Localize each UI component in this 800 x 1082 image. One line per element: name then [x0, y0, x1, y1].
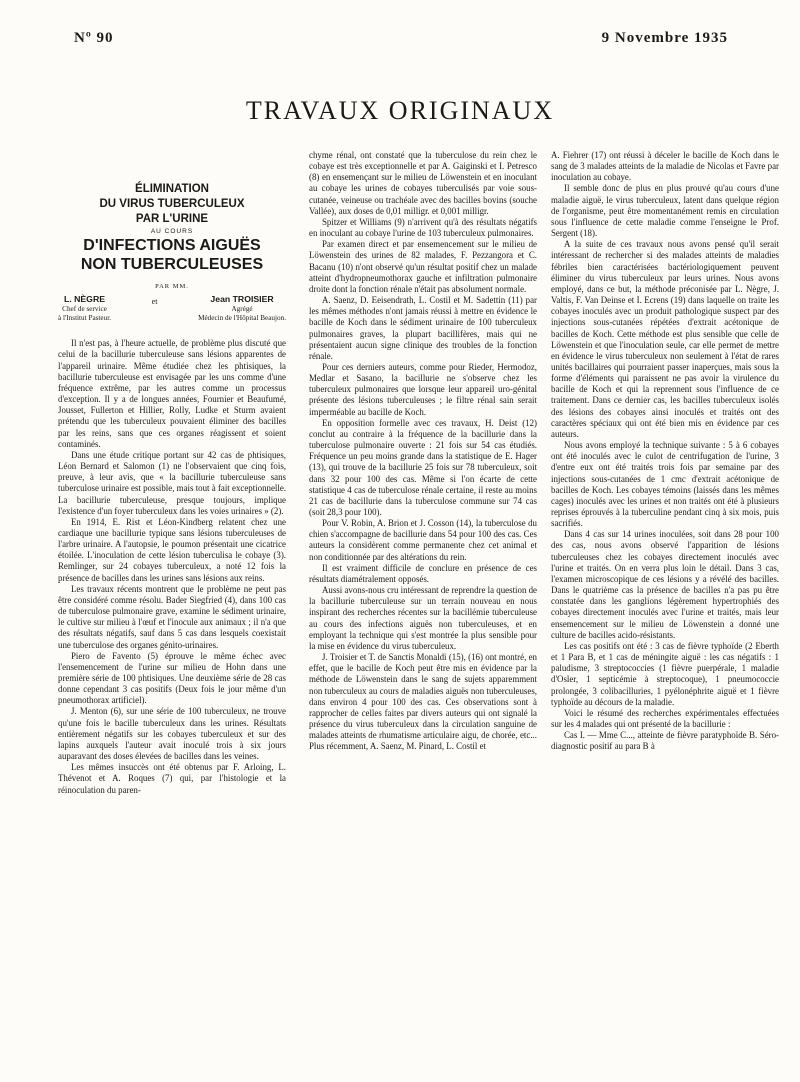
paragraph: Dans 4 cas sur 14 urines inoculées, soit dans 28 pour 100 des cas, nous avons observé l'apparition de lésions tuberculeuses chez les cobayes directement inoculés avec l'urine et traités. On en verra plus loin le détail. Dans 3 cas, l'examen microscopique de ces lésions y a révélé des bacilles. Dans le quatrième cas la présence de bacilles n'a pas pu être constatée dans les ganglions légèrement hypertrophiés des cobayes directement inoculés avec l'urine et traités, mais leur ensemencement sur le milieu de Löwenstein a donné une culture de bacilles acido-résistants. [551, 529, 779, 640]
author-1 [58, 294, 111, 323]
and-label: et [151, 297, 158, 307]
paragraph: Les travaux récents montrent que le problème ne peut pas être considéré comme résolu. Bader Siegfried (4), dans 100 cas de tuberculose pulmonaire grave, examine le sédiment urinaire, le cultive sur milieu à l'œuf et l'inocule aux animaux ; il n'a que des résultats négatifs, sauf dans 5 cas dans lesquels coexistait une tuberculose des organes génito-urinaires. [58, 583, 286, 650]
author-2-affil-2: Médecin de l'Hôpital Beaujon. [198, 314, 286, 323]
spacer [58, 323, 286, 338]
paragraph: A la suite de ces travaux nous avons pensé qu'il serait intéressant de rechercher si des malades atteints de maladies fébriles bien caractérisées bactériologiquement peuvent éliminer du virus tuberculeux par leurs urines. Nous avons employé, dans ce but, la méthode préconisée par L. Nègre, J. Valtis, F. Van Deinse et I. Ecrens (19) dans laquelle on traite les cobayes inoculés avec un produit pathologique suspect par des injections sous-cutanées répétées d'extrait acétonique de bacilles de Koch. Cette méthode est plus sensible que celle de Löwenstein et que l'inoculation seule, car elle permet de mettre en évidence le virus tuberculeux non seulement à l'état de rares unités bacillaires qui pourraient passer inaperçues, mais sous la forme d'éléments qui paraissent ne pas avoir la virulence du bacille de Koch et qui la reprennent sous l'influence de ce traitement. Dans ce dernier cas, les bacilles tuberculeux isolés des lésions des cobayes ainsi inoculés et traités ont des caractères spéciaux qui ont été bien mis en évidence par ces auteurs. [551, 239, 779, 439]
paragraph: Pour ces derniers auteurs, comme pour Rieder, Hermodoz, Medlar et Sasano, la bacillurie ne s'observe chez les tuberculeux pulmonaires que lorsque leur appareil uro-génital présente des lésions tuberculeuses ; le filtre rénal sain serait imperméable au bacille de Koch. [309, 361, 537, 417]
column-2 [309, 150, 537, 752]
paragraph: Spitzer et Williams (9) n'arrivent qu'à des résultats négatifs en inoculant au cobaye l'urine de 103 tuberculeux pulmonaires. [309, 216, 537, 239]
author-1-affil-2: à l'Institut Pasteur. [58, 314, 112, 323]
author-2 [198, 294, 286, 323]
paragraph: A. Fiehrer (17) ont réussi à déceler le bacille de Koch dans le sang de 3 malades atteints de la maladie de Nicolas et Favre par inoculation au cobaye. [551, 150, 779, 183]
paragraph: Il n'est pas, à l'heure actuelle, de problème plus discuté que celui de la bacillurie tuberculeuse sans lésions apparentes de l'appareil urinaire. Même étudiée chez les phtisiques, la bacillurie tuberculeuse est envisagée par les uns comme d'une fréquence extrême, par les autres comme un processus d'exception. Il y a de longues années, Fournier et Beaufumé, Jousset, Fullerton et Hillier, Rolly, Ludke et Sturm avaient prétendu que les tuberculeux pouvaient éliminer des bacilles par les reins, sans que ces organes réagissent et soient contaminés. [58, 338, 286, 449]
article-title-line-4: AU COURS [150, 228, 194, 235]
column-1 [58, 156, 286, 796]
article-title-line-5: D'INFECTIONS AIGUËS [83, 237, 261, 254]
paragraph: J. Troisier et T. de Sanctis Monaldi (15), (16) ont montré, en effet, que le bacille de Koch peut être mis en évidence par la méthode de Löwenstein dans le sang de sujets apparemment non tuberculeux au cours de maladies aiguës non tuberculeuses, dans environ 4 pour 100 des cas. Ces observations sont à rapprocher de celles faites par divers auteurs qui ont signalé la présence du virus tuberculeux dans la circulation sanguine de malades atteints de rhumatisme articulaire aigu, de chorée, etc... Plus récemment, A. Saenz, M. Pinard, L. Costil et [309, 652, 537, 752]
article-title-line-1: ÉLIMINATION [135, 183, 209, 195]
article-title-block [58, 182, 286, 274]
author-1-affil-1: Chef de service [62, 305, 107, 314]
paragraph: Nous avons employé la technique suivante : 5 à 6 cobayes ont été inoculés avec le culot de centrifugation de l'urine, 3 d'entre eux ont été traités trois fois par semaine par des injections sous-cutanées de 1 cmc d'extrait acétonique de bacilles de Koch. Les cobayes témoins (laissés dans les mêmes cages) inoculés avec les urines et non traités ont été à plusieurs reprises éprouvés à la tuberculine pendant cinq à six mois, puis sacrifiés. [551, 440, 779, 529]
author-2-affil-1: Agrégé [231, 305, 253, 314]
paragraph: Aussi avons-nous cru intéressant de reprendre la question de la bacillurie tuberculeuse sur un terrain nouveau en nous inspirant des recherches récentes sur la bacillémie tuberculeuse au cours des infections aiguës non tuberculeuses, et en employant la technique qui s'est montrée la plus sensible pour la mise en évidence du virus tuberculeux. [309, 585, 537, 651]
paragraph: Voici le résumé des recherches expérimentales effectuées sur les 4 malades qui ont présenté de la bacillurie : [551, 707, 779, 729]
paragraph: A. Saenz, D. Eeisendrath, L. Costil et M. Sadettin (11) par les mêmes méthodes n'ont jamais réussi à mettre en évidence le bacille de Koch dans le sédiment urinaire de 100 tuberculeux pulmonaires graves, la plupart bacillifères, mais qui ne présentaient aucun signe clinique des troubles de la fonction rénale. [309, 295, 537, 361]
column-3 [551, 150, 779, 752]
paragraph: En opposition formelle avec ces travaux, H. Deist (12) conclut au contraire à la fréquence de la bacillurie dans la tuberculose pulmonaire ouverte : 21 fois sur 54 cas étudiés. Fréquence un peu moins grande dans la statistique de E. Hager (13), qui trouve de la bacillurie 25 fois sur 78 tuberculeux, soit dans 32 pour 100 des cas. Même si l'on écarte de cette statistique 4 cas de tuberculose rénale certaine, il reste au moins 21 cas de bacillurie dans la tuberculose commune sur 74 cas (soit 28,3 pour 100). [309, 417, 537, 517]
paragraph: Piero de Favento (5) éprouve le même échec avec l'ensemencement de l'urine sur milieu de Hohn dans une première série de 100 phtisiques. Une deuxième série de 28 cas donne cependant 3 cas positifs (Deux fois le jour même d'un pneumothorax artificiel). [58, 650, 286, 706]
paragraph: Il semble donc de plus en plus prouvé qu'au cours d'une maladie aiguë, le virus tuberculeux, latent dans quelque région de l'organisme, peut être momentanément remis en circulation sous l'influence de cette maladie comme l'enseigne le Prof. Sergent (18). [551, 183, 779, 239]
paragraph: Les cas positifs ont été : 3 cas de fièvre typhoïde (2 Eberth et 1 Para B, et 1 cas de méningite aiguë : les cas négatifs : 1 paludisme, 3 streptococcies (1 fièvre puerpérale, 1 maladie d'Osler, 1 septicémie à streptocoque), 1 pneumococcie prolongée, 3 colibacilluries, 1 pyélonéphrite aiguë et 1 fièvre typhoïde au décours de la maladie. [551, 640, 779, 707]
paragraph: Les mêmes insuccès ont été obtenus par F. Arloing, L. Thévenot et A. Roques (7) qui, par l'histologie et la réinoculation du paren- [58, 762, 286, 795]
paragraph: Dans une étude critique portant sur 42 cas de phtisiques, Léon Bernard et Salomon (1) ne l'observaient que cinq fois, preuve, à leur avis, que « la bacillurie tuberculeuse sans tuberculose urinaire est possible, mais tout à fait exceptionnelle. La bacillurie tuberculeuse, presque toujours, implique l'existence d'un foyer tuberculeux dans les voies urinaires » (2). [58, 449, 286, 516]
paragraph: Pour V. Robin, A. Brion et J. Cosson (14), la tuberculose du chien s'accompagne de bacillurie dans 54 pour 100 des cas. Ces auteurs la considèrent comme permanente chez cet animal et non conditionnée par des altérations du rein. [309, 518, 537, 562]
paragraph: chyme rénal, ont constaté que la tuberculose du rein chez le cobaye est très exceptionnelle et par A. Gaiginski et I. Petresco (8) en ensemençant sur le milieu de Löwenstein et en inoculant au cobaye les urines de cobayes tuberculisés par voie sous-cutanée, veineuse ou trachéale avec des bacilles bovins (souche Vallée), aux doses de 0,01 milligr. et 0,001 milligr. [309, 150, 537, 216]
article-title-line-2: DU VIRUS TUBERCULEUX [99, 198, 245, 210]
author-2-name: Jean TROISIER [210, 294, 274, 305]
author-1-name: L. NÈGRE [63, 294, 106, 305]
issue-number: Nº 90 [74, 30, 114, 46]
section-title: TRAVAUX ORIGINAUX [245, 96, 555, 125]
article-title-line-3: PAR L'URINE [135, 213, 209, 225]
paragraph: J. Menton (6), sur une série de 100 tuberculeux, ne trouve qu'une fois le bacille tuberculeux dans les urines. Résultats entièrement négatifs sur les cobayes tuberculeux et sur des lapins auxquels l'auteur avait inoculé trois à six jours auparavant des doses élevées de bacilles dans les veines. [58, 706, 286, 762]
by-label: PAR MM. [155, 283, 189, 290]
paragraph: Par examen direct et par ensemencement sur le milieu de Löwenstein des urines de 82 malades, F. Pezzangora et C. Bacanu (10) n'ont observé qu'un résultat positif chez un malade atteint d'hydropneumothorax gauche et infiltration pulmonaire droite dont la fonction rénale n'était pas absolument normale. [309, 239, 537, 294]
authors [58, 294, 286, 323]
paragraph: Cas I. — Mme C..., atteinte de fièvre paratyphoïde B. Séro-diagnostic positif au para B à [551, 730, 779, 752]
paragraph: En 1914, E. Rist et Léon-Kindberg relatent chez une cardiaque une bacillurie typique sans lésions tuberculeuses de l'arbre urinaire. A l'autopsie, le poumon présentait une cicatrice étoilée. L'inoculation de cette lésion tuberculisa le cobaye (3). Remlinger, sur 24 cobayes tuberculeux, a noté 12 fois la présence de bacilles dans les urines sans lésions aux reins. [58, 516, 286, 583]
article-title-line-6: NON TUBERCULEUSES [80, 256, 264, 273]
paragraph: Il est vraiment difficile de conclure en présence de ces résultats diamétralement opposés. [309, 562, 537, 584]
issue-date: 9 Novembre 1935 [601, 30, 728, 46]
